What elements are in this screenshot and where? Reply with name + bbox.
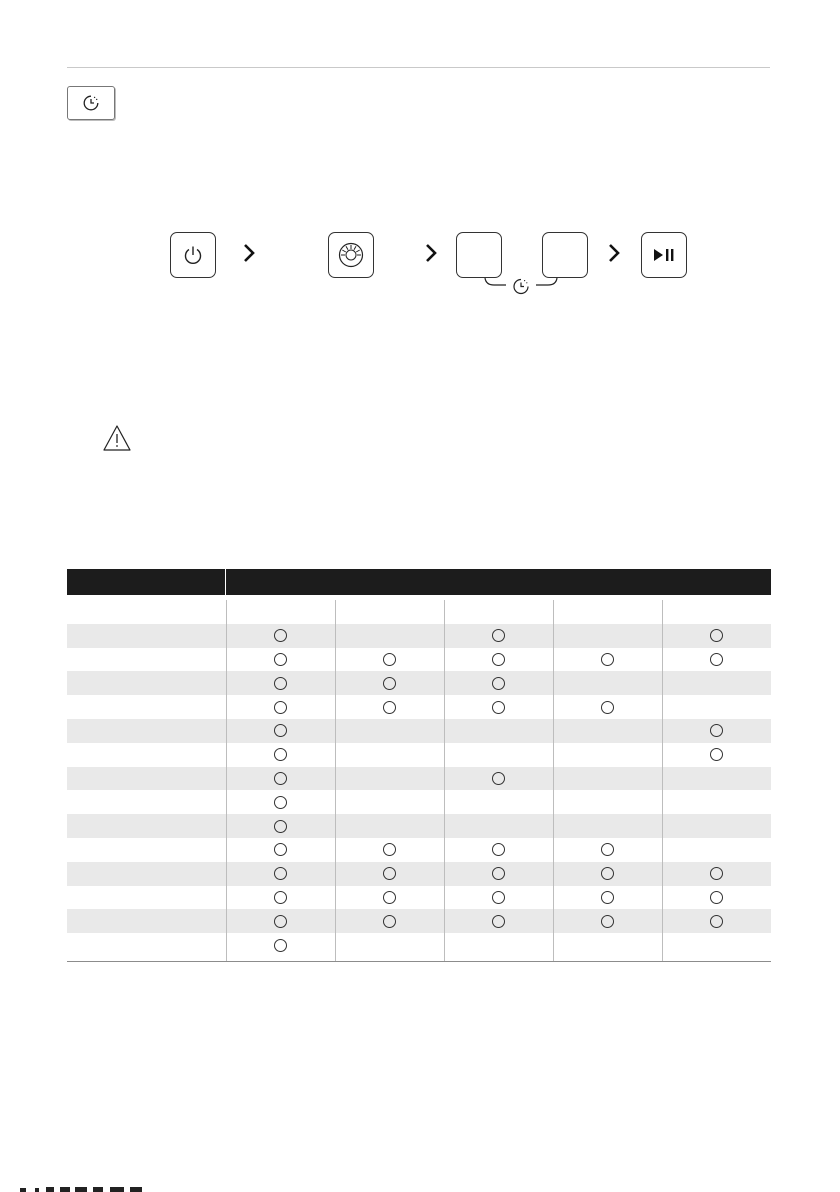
option-available-marker xyxy=(274,724,287,737)
table-cell xyxy=(444,624,553,648)
table-cell xyxy=(226,909,335,933)
table-cell xyxy=(662,743,771,767)
option-available-marker xyxy=(710,629,723,642)
option-available-marker xyxy=(601,867,614,880)
option-available-marker xyxy=(710,653,723,666)
chevron-right-icon xyxy=(243,243,255,263)
power-icon xyxy=(182,244,204,266)
option-available-marker xyxy=(601,653,614,666)
option-available-marker xyxy=(274,629,287,642)
table-cell xyxy=(226,600,335,624)
table-cell xyxy=(444,814,553,838)
time-down-button[interactable] xyxy=(456,232,502,278)
table-cell xyxy=(553,862,662,886)
option-available-marker xyxy=(492,653,505,666)
program-dial-button[interactable] xyxy=(328,232,374,278)
table-row xyxy=(67,790,771,814)
start-pause-icon xyxy=(652,247,676,263)
chevron-right-icon xyxy=(425,243,437,263)
table-row xyxy=(67,624,771,648)
table-cell xyxy=(662,671,771,695)
option-available-marker xyxy=(710,748,723,761)
timer-button[interactable] xyxy=(67,86,115,120)
table-cell xyxy=(335,814,444,838)
table-cell xyxy=(553,648,662,672)
table-cell xyxy=(444,695,553,719)
table-cell xyxy=(226,814,335,838)
table-cell xyxy=(553,909,662,933)
option-available-marker xyxy=(492,701,505,714)
table-cell xyxy=(444,648,553,672)
table-cell xyxy=(335,648,444,672)
table-cell xyxy=(226,695,335,719)
table-row xyxy=(67,933,771,957)
program-dial-icon xyxy=(336,240,366,270)
option-available-marker xyxy=(710,724,723,737)
table-cell xyxy=(335,909,444,933)
table-cell xyxy=(444,600,553,624)
option-available-marker xyxy=(710,891,723,904)
power-button[interactable] xyxy=(170,232,216,278)
option-available-marker xyxy=(274,891,287,904)
table-cell xyxy=(553,790,662,814)
table-cell xyxy=(553,767,662,791)
option-available-marker xyxy=(601,915,614,928)
table-cell xyxy=(662,862,771,886)
table-cell xyxy=(444,933,553,957)
option-available-marker xyxy=(383,843,396,856)
option-available-marker xyxy=(274,820,287,833)
table-cell xyxy=(662,814,771,838)
table-cell xyxy=(226,719,335,743)
option-available-marker xyxy=(492,772,505,785)
option-available-marker xyxy=(601,843,614,856)
table-cell xyxy=(226,838,335,862)
column-divider xyxy=(553,600,554,961)
table-row xyxy=(67,909,771,933)
table-cell xyxy=(553,695,662,719)
option-available-marker xyxy=(274,843,287,856)
option-available-marker xyxy=(710,915,723,928)
chevron-right-icon xyxy=(608,243,620,263)
table-row xyxy=(67,648,771,672)
option-available-marker xyxy=(492,891,505,904)
table-cell xyxy=(226,886,335,910)
column-divider xyxy=(444,600,445,961)
table-cell xyxy=(553,838,662,862)
table-cell xyxy=(553,719,662,743)
table-row xyxy=(67,600,771,624)
option-available-marker xyxy=(274,677,287,690)
table-row xyxy=(67,767,771,791)
table-cell xyxy=(662,600,771,624)
table-cell xyxy=(444,909,553,933)
timer-icon xyxy=(514,280,528,294)
table-cell xyxy=(444,671,553,695)
option-available-marker xyxy=(383,701,396,714)
program-options-table xyxy=(67,600,771,957)
table-cell xyxy=(226,624,335,648)
option-available-marker xyxy=(383,915,396,928)
table-cell xyxy=(444,719,553,743)
table-row xyxy=(67,886,771,910)
table-cell xyxy=(335,624,444,648)
option-available-marker xyxy=(601,701,614,714)
option-available-marker xyxy=(274,867,287,880)
table-row xyxy=(67,671,771,695)
table-cell xyxy=(444,767,553,791)
option-available-marker xyxy=(274,653,287,666)
table-cell xyxy=(335,671,444,695)
table-cell xyxy=(226,648,335,672)
table-cell xyxy=(226,790,335,814)
option-available-marker xyxy=(383,891,396,904)
option-available-marker xyxy=(492,677,505,690)
table-cell xyxy=(335,695,444,719)
table-bottom-rule xyxy=(67,961,771,962)
table-cell xyxy=(662,624,771,648)
option-available-marker xyxy=(274,796,287,809)
page-footer-marks xyxy=(0,1186,840,1192)
table-cell xyxy=(662,933,771,957)
table-cell xyxy=(226,933,335,957)
table-cell xyxy=(444,838,553,862)
table-cell xyxy=(553,814,662,838)
option-available-marker xyxy=(274,939,287,952)
option-available-marker xyxy=(383,677,396,690)
table-cell xyxy=(662,886,771,910)
table-cell xyxy=(335,862,444,886)
table-cell xyxy=(553,886,662,910)
table-cell xyxy=(335,767,444,791)
option-available-marker xyxy=(710,867,723,880)
column-divider xyxy=(335,600,336,961)
start-pause-button[interactable] xyxy=(641,232,687,278)
table-cell xyxy=(553,743,662,767)
table-cell xyxy=(335,719,444,743)
timer-icon xyxy=(82,94,100,112)
table-row xyxy=(67,838,771,862)
table-cell xyxy=(335,838,444,862)
table-cell xyxy=(662,695,771,719)
table-cell xyxy=(335,600,444,624)
table-row xyxy=(67,862,771,886)
column-divider xyxy=(226,600,227,961)
option-available-marker xyxy=(274,772,287,785)
table-cell xyxy=(662,838,771,862)
table-cell xyxy=(444,743,553,767)
table-cell xyxy=(662,719,771,743)
table-cell xyxy=(662,648,771,672)
table-cell xyxy=(226,862,335,886)
table-cell xyxy=(444,790,553,814)
option-available-marker xyxy=(274,748,287,761)
option-available-marker xyxy=(492,629,505,642)
option-available-marker xyxy=(383,867,396,880)
table-row xyxy=(67,695,771,719)
time-up-button[interactable] xyxy=(542,232,588,278)
option-available-marker xyxy=(492,915,505,928)
option-available-marker xyxy=(383,653,396,666)
warning-triangle-icon xyxy=(102,424,132,452)
table-row xyxy=(67,743,771,767)
table-cell xyxy=(662,909,771,933)
option-available-marker xyxy=(492,843,505,856)
table-cell xyxy=(226,767,335,791)
table-cell xyxy=(553,671,662,695)
table-cell xyxy=(335,790,444,814)
option-available-marker xyxy=(274,915,287,928)
table-cell xyxy=(335,933,444,957)
table-cell xyxy=(226,671,335,695)
table-row xyxy=(67,719,771,743)
table-cell xyxy=(444,886,553,910)
table-cell xyxy=(553,933,662,957)
table-cell xyxy=(226,743,335,767)
option-available-marker xyxy=(601,891,614,904)
table-cell xyxy=(335,886,444,910)
table-cell xyxy=(553,600,662,624)
table-header-divider xyxy=(225,569,226,595)
column-divider xyxy=(662,600,663,961)
top-divider xyxy=(67,67,770,68)
table-cell xyxy=(335,743,444,767)
table-cell xyxy=(662,767,771,791)
option-available-marker xyxy=(492,867,505,880)
table-row xyxy=(67,814,771,838)
table-cell xyxy=(662,790,771,814)
table-cell xyxy=(553,624,662,648)
time-buttons-bracket xyxy=(484,277,558,297)
table-cell xyxy=(444,862,553,886)
table-header xyxy=(67,569,771,595)
option-available-marker xyxy=(274,701,287,714)
